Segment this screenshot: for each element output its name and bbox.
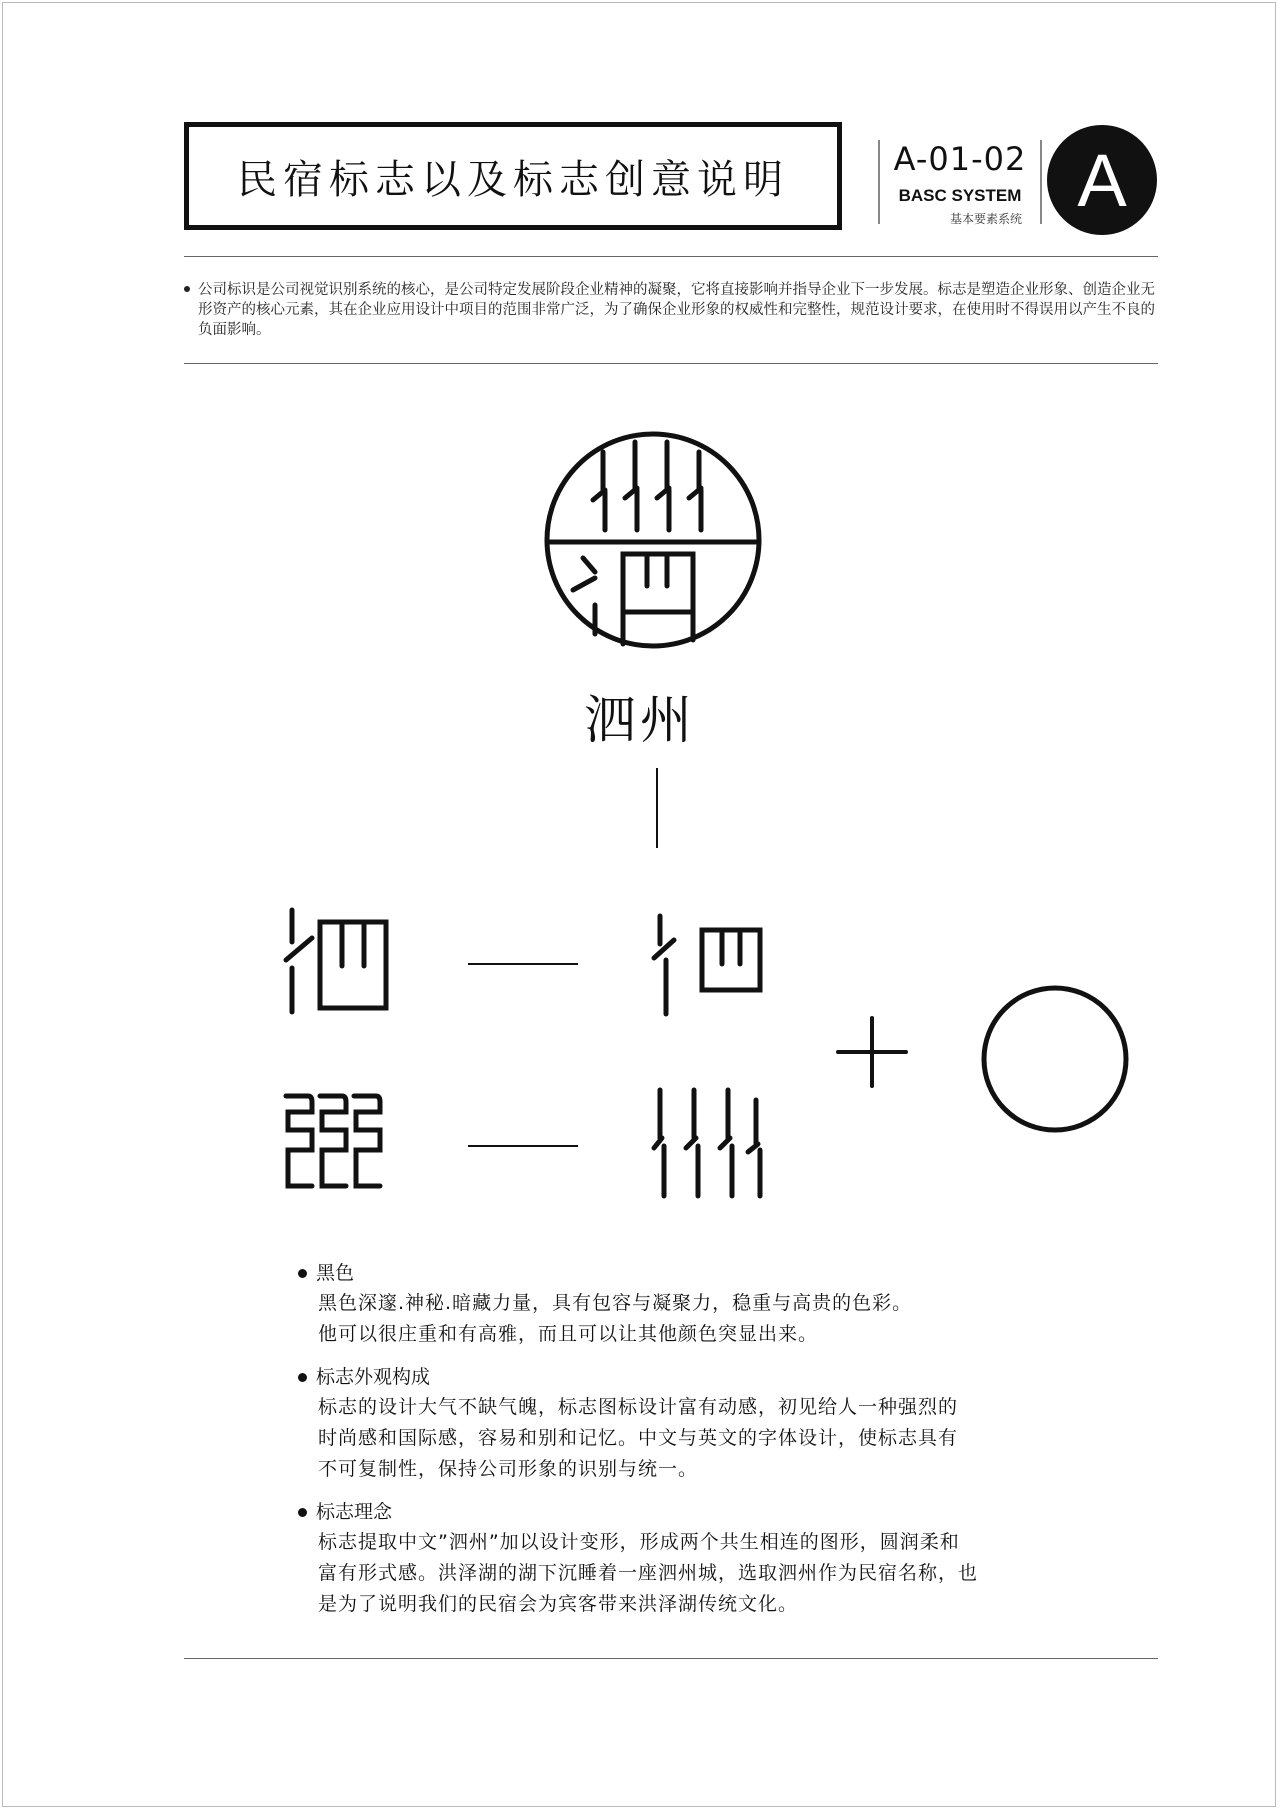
note-body: 黑色深邃.神秘.暗藏力量，具有包容与凝聚力，稳重与高贵的色彩。 他可以很庄重和有高雅，而且可以让其他颜色突显出来。: [318, 1292, 913, 1345]
dash-line: [468, 1144, 578, 1148]
note-body: 标志提取中文”泗州”加以设计变形，形成两个共生相连的图形，圆润柔和 富有形式感。洪泽湖的湖下沉睡着一座泗州城，选取泗州作为民宿名称，也 是为了说明我们的民宿会为宾客带来洪泽湖传统文化。: [318, 1531, 979, 1615]
footer-rule: [184, 1658, 1158, 1659]
badge-letter: A: [1077, 139, 1127, 222]
logo-emblem: [543, 430, 773, 660]
note-item: [298, 1497, 1098, 1620]
title-box: [184, 122, 842, 230]
intro-rule: [184, 363, 1158, 364]
note-heading: 标志外观构成: [298, 1362, 1098, 1392]
glyph-zhou-original: [282, 1090, 392, 1200]
header-divider: [878, 140, 880, 224]
glyph-zhou-variant: [652, 1086, 772, 1201]
intro-paragraph: [184, 280, 1158, 340]
glyph-si-original: [282, 908, 392, 1018]
note-body: 标志的设计大气不缺气魄，标志图标设计富有动感，初见给人一种强烈的 时尚感和国际感，容易和别和记忆。中文与英文的字体设计，使标志具有 不可复制性，保持公司形象的识别与统一。: [318, 1396, 959, 1480]
page-title: 民宿标志以及标志创意说明: [237, 156, 789, 203]
system-name-cn: 基本要素系统: [949, 212, 1022, 226]
note-heading: 黑色: [298, 1258, 1098, 1288]
bullet-icon: [184, 286, 190, 292]
note-heading: 标志理念: [298, 1497, 1098, 1527]
system-name-en: BASC SYSTEM: [898, 186, 1022, 205]
connector-line: [655, 768, 659, 848]
section-badge: [1046, 124, 1158, 236]
header-rule: [184, 256, 1158, 257]
note-item: [298, 1258, 1098, 1350]
note-item: [298, 1362, 1098, 1485]
header-divider: [1040, 140, 1042, 224]
dash-line: [468, 962, 578, 966]
notes-section: [298, 1258, 1098, 1632]
plus-icon: [836, 1016, 908, 1088]
circle-icon: [980, 984, 1130, 1134]
page-code: A-01-02: [893, 140, 1027, 178]
glyph-si-variant: [650, 914, 760, 1024]
brand-name: 泗州: [583, 691, 696, 751]
intro-text: 公司标识是公司视觉识别系统的核心，是公司特定发展阶段企业精神的凝聚，它将直接影响并指导企业下一步发展。标志是塑造企业形象、创造企业无形资产的核心元素，其在企业应用设计中项目的范围非常广泛，为了确保企业形象的权威性和完整性，规范设计要求，在使用时不得误用以产生不良的负面影响。: [198, 282, 1155, 338]
